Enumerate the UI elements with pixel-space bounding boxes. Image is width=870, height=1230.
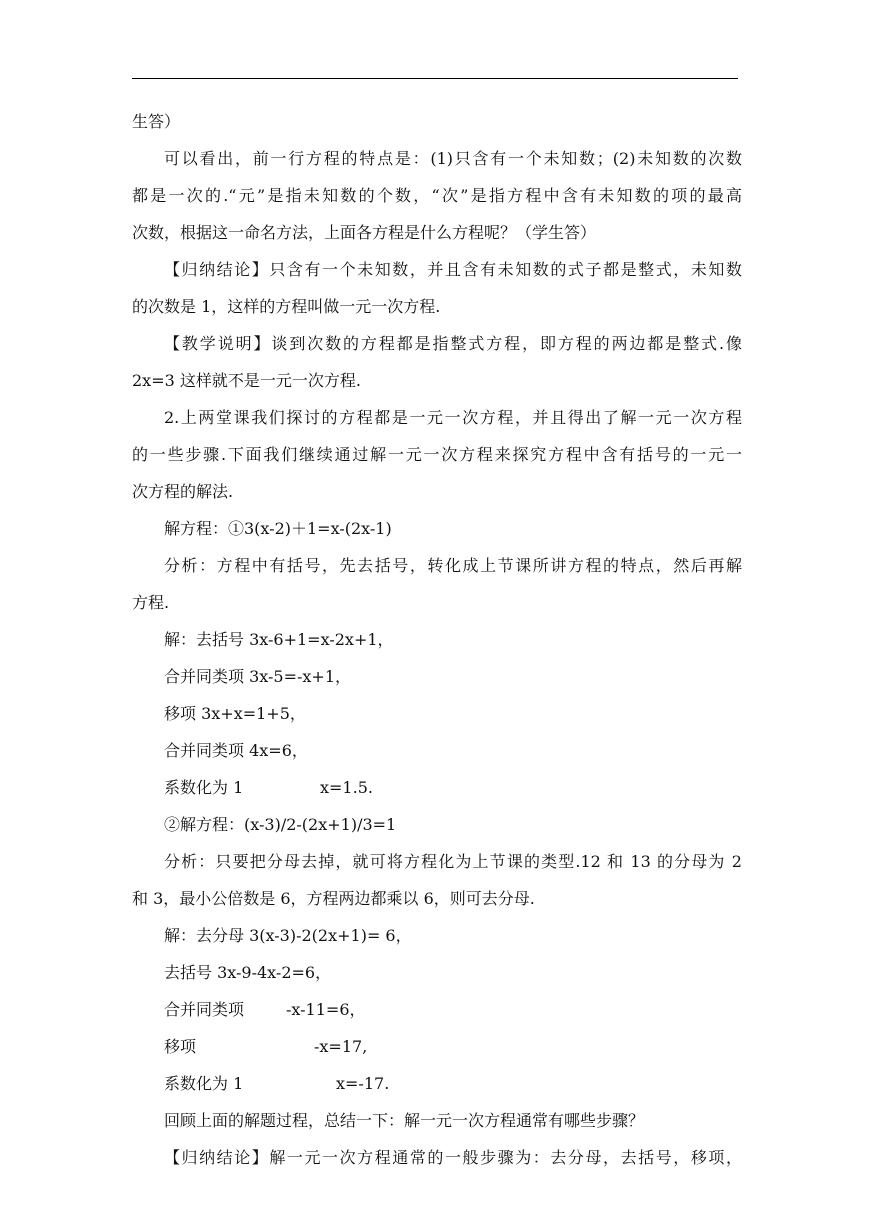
text-line (164, 778, 742, 798)
text-line: 合并同类项 4x=6， (164, 741, 308, 760)
text-line: 回顾上面的解题过程，总结一下：解一元一次方程通常有哪些步骤？ (164, 1111, 645, 1130)
text-line: 合并同类项 3x-5=-x+1， (164, 667, 352, 686)
text-line: 解：去分母 3(x-3)-2(2x+1)= 6， (164, 926, 412, 945)
text-line: 【归纳结论】解一元一次方程通常的一般步骤为：去分母，去括号，移项， (164, 1148, 742, 1167)
text-line: 可以看出，前一行方程的特点是：(1)只含有一个未知数；(2)未知数的次数 (164, 149, 742, 168)
step-label: 系数化为 1 (164, 778, 244, 797)
text-line: 和 3，最小公倍数是 6，方程两边都乘以 6，则可去分母. (132, 889, 535, 908)
text-line (164, 1074, 742, 1094)
text-line: 分析：方程中有括号，先去括号，转化成上节课所讲方程的特点，然后再解 (164, 556, 742, 575)
text-line: 【教学说明】谈到次数的方程都是指整式方程，即方程的两边都是整式.像 (164, 334, 742, 353)
step-result: -x-11=6， (286, 1000, 366, 1019)
text-line (164, 1037, 742, 1057)
text-line: 2x=3 这样就不是一元一次方程. (132, 371, 361, 390)
text-line: 都是一次的.“元”是指未知数的个数，“次”是指方程中含有未知数的项的最高 (132, 186, 742, 205)
text-line: ②解方程：(x-3)/2-(2x+1)/3=1 (164, 815, 397, 834)
step-result: x=1.5. (320, 778, 373, 797)
text-line: 【归纳结论】只含有一个未知数，并且含有未知数的式子都是整式，未知数 (164, 260, 742, 279)
text-line: 解：去括号 3x-6+1=x-2x+1， (164, 630, 394, 649)
step-label: 移项 (164, 1037, 197, 1056)
header-rule (132, 78, 738, 79)
step-result: x=-17. (336, 1074, 390, 1093)
text-line: 次数，根据这一命名方法，上面各方程是什么方程呢？（学生答） (132, 223, 597, 242)
text-line: 解方程：①3(x-2)＋1=x-(2x-1) (164, 519, 392, 538)
text-line: 的次数是 1，这样的方程叫做一元一次方程. (132, 297, 441, 316)
text-line: 分析：只要把分母去掉，就可将方程化为上节课的类型.12 和 13 的分母为 2 (164, 852, 742, 871)
text-line: 生答） (132, 112, 181, 131)
text-line: 次方程的解法. (132, 482, 234, 501)
text-line (164, 1000, 742, 1020)
step-label: 合并同类项 (164, 1000, 245, 1019)
text-line: 去括号 3x-9-4x-2=6， (164, 963, 332, 982)
text-line: 方程. (132, 593, 170, 612)
step-label: 系数化为 1 (164, 1074, 244, 1093)
text-line: 2.上两堂课我们探讨的方程都是一元一次方程，并且得出了解一元一次方程 (164, 408, 742, 427)
text-line: 的一些步骤.下面我们继续通过解一元一次方程来探究方程中含有括号的一元一 (132, 445, 742, 464)
text-line: 移项 3x+x=1+5， (164, 704, 306, 723)
step-result: -x=17, (314, 1037, 368, 1056)
